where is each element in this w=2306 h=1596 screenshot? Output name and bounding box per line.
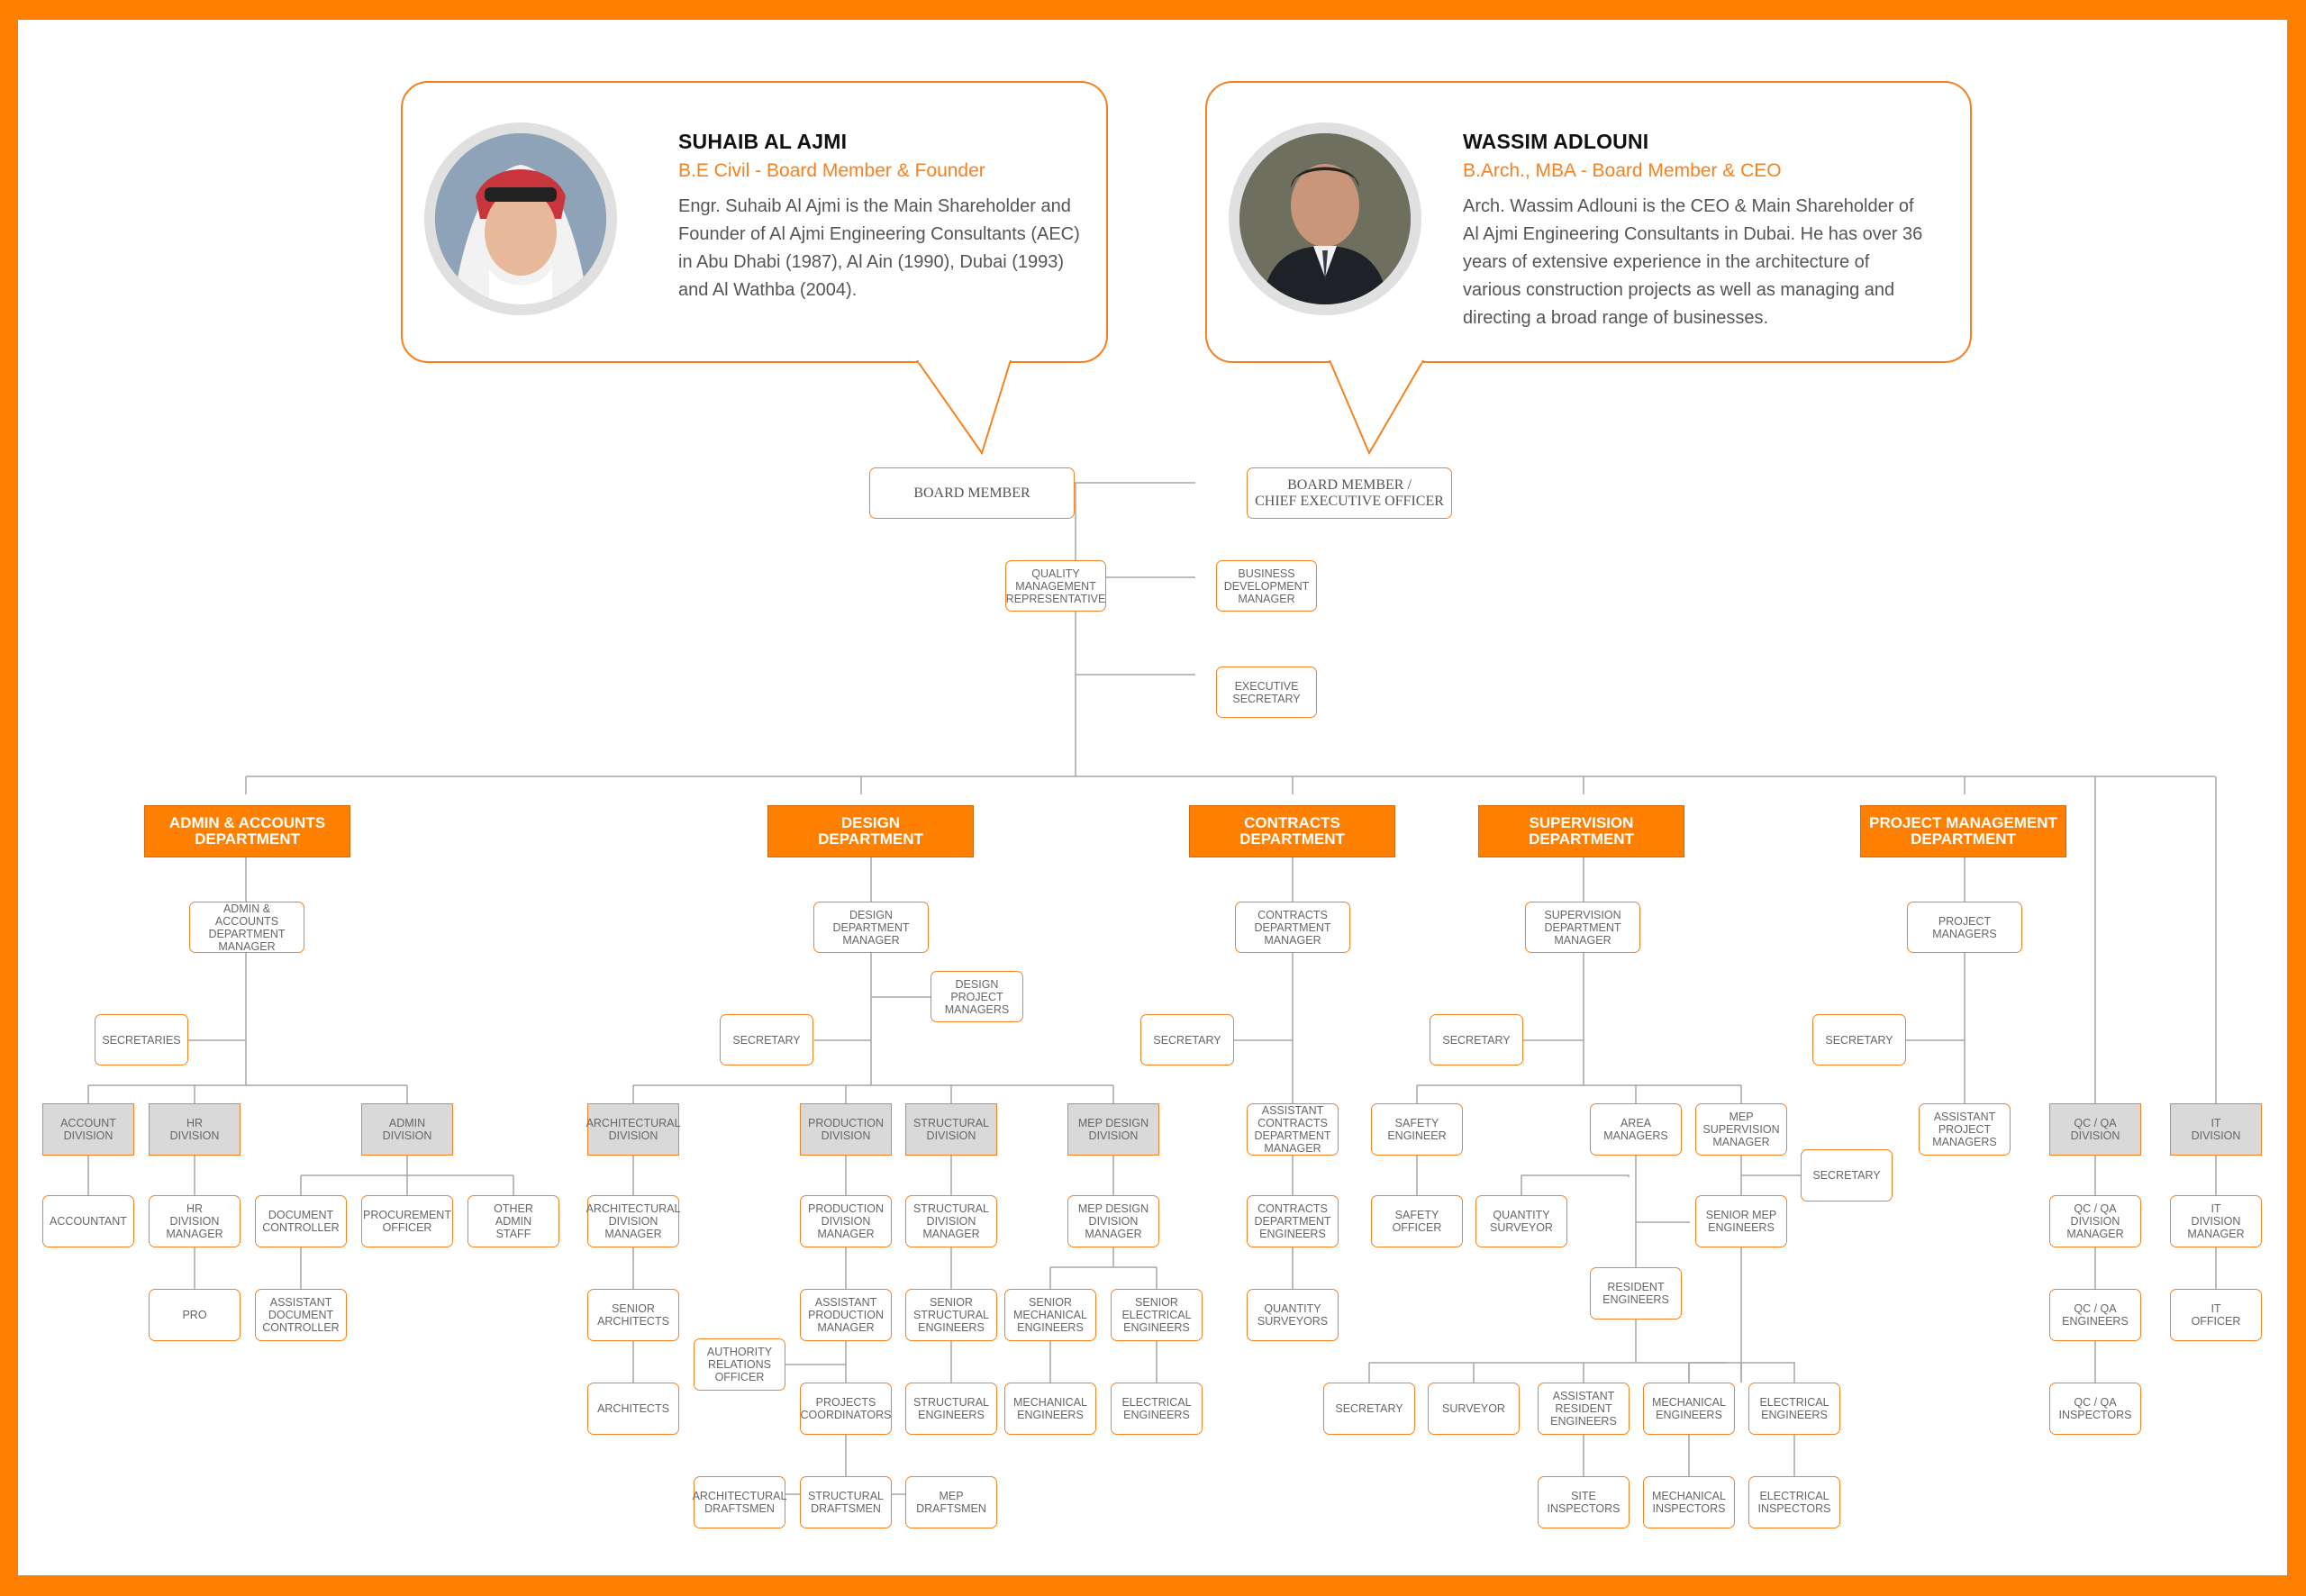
senior-mechanical-engineers-box: SENIOR MECHANICAL ENGINEERS [1004,1289,1096,1341]
accountant-box: ACCOUNTANT [42,1195,134,1247]
design-mechanical-engineers-box: MECHANICAL ENGINEERS [1004,1383,1096,1435]
supervision-mechanical-engineers-box: MECHANICAL ENGINEERS [1643,1383,1735,1435]
it-officer-box: IT OFFICER [2170,1289,2262,1341]
qmr-box: QUALITY MANAGEMENT REPRESENTATIVE [1005,560,1106,612]
board-ceo-box: BOARD MEMBER / CHIEF EXECUTIVE OFFICER [1247,467,1452,519]
production-division-box: PRODUCTION DIVISION [800,1103,892,1156]
it-manager-box: IT DIVISION MANAGER [2170,1195,2262,1247]
avatar [424,122,617,315]
qc-qa-engineers-box: QC / QA ENGINEERS [2049,1289,2141,1341]
dept-supervision: SUPERVISION DEPARTMENT [1478,805,1684,857]
hr-manager-box: HR DIVISION MANAGER [149,1195,241,1247]
assistant-contracts-manager-box: ASSISTANT CONTRACTS DEPARTMENT MANAGER [1247,1103,1339,1156]
area-managers-box: AREA MANAGERS [1590,1103,1682,1156]
profile-name: WASSIM ADLOUNI [1463,130,1649,153]
quantity-surveyors-box: QUANTITY SURVEYORS [1247,1289,1339,1341]
mep-design-manager-box: MEP DESIGN DIVISION MANAGER [1067,1195,1159,1247]
qc-qa-division-box: QC / QA DIVISION [2049,1103,2141,1156]
mep-supervision-manager-box: MEP SUPERVISION MANAGER [1695,1103,1787,1156]
mep-secretary-box: SECRETARY [1801,1149,1893,1202]
supervision-manager-box: SUPERVISION DEPARTMENT MANAGER [1525,902,1640,953]
design-electrical-engineers-box: ELECTRICAL ENGINEERS [1111,1383,1203,1435]
assistant-resident-engineers-box: ASSISTANT RESIDENT ENGINEERS [1538,1383,1630,1435]
design-project-managers-box: DESIGN PROJECT MANAGERS [931,971,1023,1022]
project-managers-box: PROJECT MANAGERS [1907,902,2022,953]
structural-division-box: STRUCTURAL DIVISION [905,1103,997,1156]
structural-manager-box: STRUCTURAL DIVISION MANAGER [905,1195,997,1247]
contracts-manager-box: CONTRACTS DEPARTMENT MANAGER [1235,902,1350,953]
mep-design-division-box: MEP DESIGN DIVISION [1067,1103,1159,1156]
speech-pointer-founder [910,360,1045,456]
electrical-inspectors-box: ELECTRICAL INSPECTORS [1748,1476,1840,1528]
senior-architects-box: SENIOR ARCHITECTS [587,1289,679,1341]
person-portrait-icon [1239,133,1411,304]
person-portrait-icon [435,133,606,304]
senior-mep-engineers-box: SENIOR MEP ENGINEERS [1695,1195,1787,1247]
resident-engineers-box: RESIDENT ENGINEERS [1590,1267,1682,1319]
profile-role: B.Arch., MBA - Board Member & CEO [1463,160,1782,181]
assistant-document-controller-box: ASSISTANT DOCUMENT CONTROLLER [255,1289,347,1341]
safety-engineer-box: SAFETY ENGINEER [1371,1103,1463,1156]
procurement-officer-box: PROCUREMENT OFFICER [361,1195,453,1247]
structural-engineers-box: STRUCTURAL ENGINEERS [905,1383,997,1435]
production-manager-box: PRODUCTION DIVISION MANAGER [800,1195,892,1247]
admin-manager-box: ADMIN & ACCOUNTS DEPARTMENT MANAGER [189,902,304,953]
resident-secretary-box: SECRETARY [1323,1383,1415,1435]
mechanical-inspectors-box: MECHANICAL INSPECTORS [1643,1476,1735,1528]
admin-division-box: ADMIN DIVISION [361,1103,453,1156]
structural-draftsmen-box: STRUCTURAL DRAFTSMEN [800,1476,892,1528]
profile-role: B.E Civil - Board Member & Founder [678,160,985,181]
design-manager-box: DESIGN DEPARTMENT MANAGER [813,902,929,953]
authority-relations-officer-box: AUTHORITY RELATIONS OFFICER [694,1338,785,1391]
assistant-project-managers-box: ASSISTANT PROJECT MANAGERS [1919,1103,2011,1156]
dept-design: DESIGN DEPARTMENT [767,805,974,857]
projects-coordinators-box: PROJECTS COORDINATORS [800,1383,892,1435]
page [18,20,2287,1575]
surveyor-box: SURVEYOR [1428,1383,1520,1435]
supervision-electrical-engineers-box: ELECTRICAL ENGINEERS [1748,1383,1840,1435]
architectural-draftsmen-box: ARCHITECTURAL DRAFTSMEN [694,1476,785,1528]
dept-project-management: PROJECT MANAGEMENT DEPARTMENT [1860,805,2066,857]
pro-box: PRO [149,1289,241,1341]
hr-division-box: HR DIVISION [149,1103,241,1156]
bdm-box: BUSINESS DEVELOPMENT MANAGER [1216,560,1317,612]
assistant-production-manager-box: ASSISTANT PRODUCTION MANAGER [800,1289,892,1341]
dept-admin: ADMIN & ACCOUNTS DEPARTMENT [144,805,350,857]
document-controller-box: DOCUMENT CONTROLLER [255,1195,347,1247]
profile-card-founder [401,81,1108,363]
architects-box: ARCHITECTS [587,1383,679,1435]
site-inspectors-box: SITE INSPECTORS [1538,1476,1630,1528]
portrait-photo [1239,133,1411,304]
safety-officer-box: SAFETY OFFICER [1371,1195,1463,1247]
it-division-box: IT DIVISION [2170,1103,2262,1156]
senior-electrical-engineers-box: SENIOR ELECTRICAL ENGINEERS [1111,1289,1203,1341]
board-member-box: BOARD MEMBER [869,467,1075,519]
qc-qa-inspectors-box: QC / QA INSPECTORS [2049,1383,2141,1435]
other-admin-staff-box: OTHER ADMIN STAFF [468,1195,559,1247]
admin-secretaries-box: SECRETARIES [95,1014,188,1066]
architectural-division-box: ARCHITECTURAL DIVISION [587,1103,679,1156]
senior-structural-engineers-box: SENIOR STRUCTURAL ENGINEERS [905,1289,997,1341]
profile-bio: Engr. Suhaib Al Ajmi is the Main Shareholder and Founder of Al Ajmi Engineering Consultants (AEC) in Abu Dhabi (1987), Al Ain (1990), Dubai (1993) and Al Wathba (2004). [678,196,1080,300]
contracts-secretary-box: SECRETARY [1140,1014,1234,1066]
supervision-secretary-box: SECRETARY [1430,1014,1523,1066]
design-secretary-box: SECRETARY [720,1014,813,1066]
portrait-photo [435,133,606,304]
architectural-manager-box: ARCHITECTURAL DIVISION MANAGER [587,1195,679,1247]
account-division-box: ACCOUNT DIVISION [42,1103,134,1156]
dept-contracts: CONTRACTS DEPARTMENT [1189,805,1395,857]
mep-draftsmen-box: MEP DRAFTSMEN [905,1476,997,1528]
executive-secretary-box: EXECUTIVE SECRETARY [1216,667,1317,718]
speech-pointer-ceo [1297,360,1432,456]
avatar [1229,122,1421,315]
profile-card-ceo [1205,81,1972,363]
qc-qa-manager-box: QC / QA DIVISION MANAGER [2049,1195,2141,1247]
pm-secretary-box: SECRETARY [1812,1014,1906,1066]
contracts-engineers-box: CONTRACTS DEPARTMENT ENGINEERS [1247,1195,1339,1247]
profile-name: SUHAIB AL AJMI [678,130,848,153]
profile-bio: Arch. Wassim Adlouni is the CEO & Main Shareholder of Al Ajmi Engineering Consultants in Dubai. He has over 36 years of extensive experience in the architecture of various construction projects as well as managing and directing a broad range of businesses. [1463,196,1923,328]
quantity-surveyor-box: QUANTITY SURVEYOR [1475,1195,1567,1247]
